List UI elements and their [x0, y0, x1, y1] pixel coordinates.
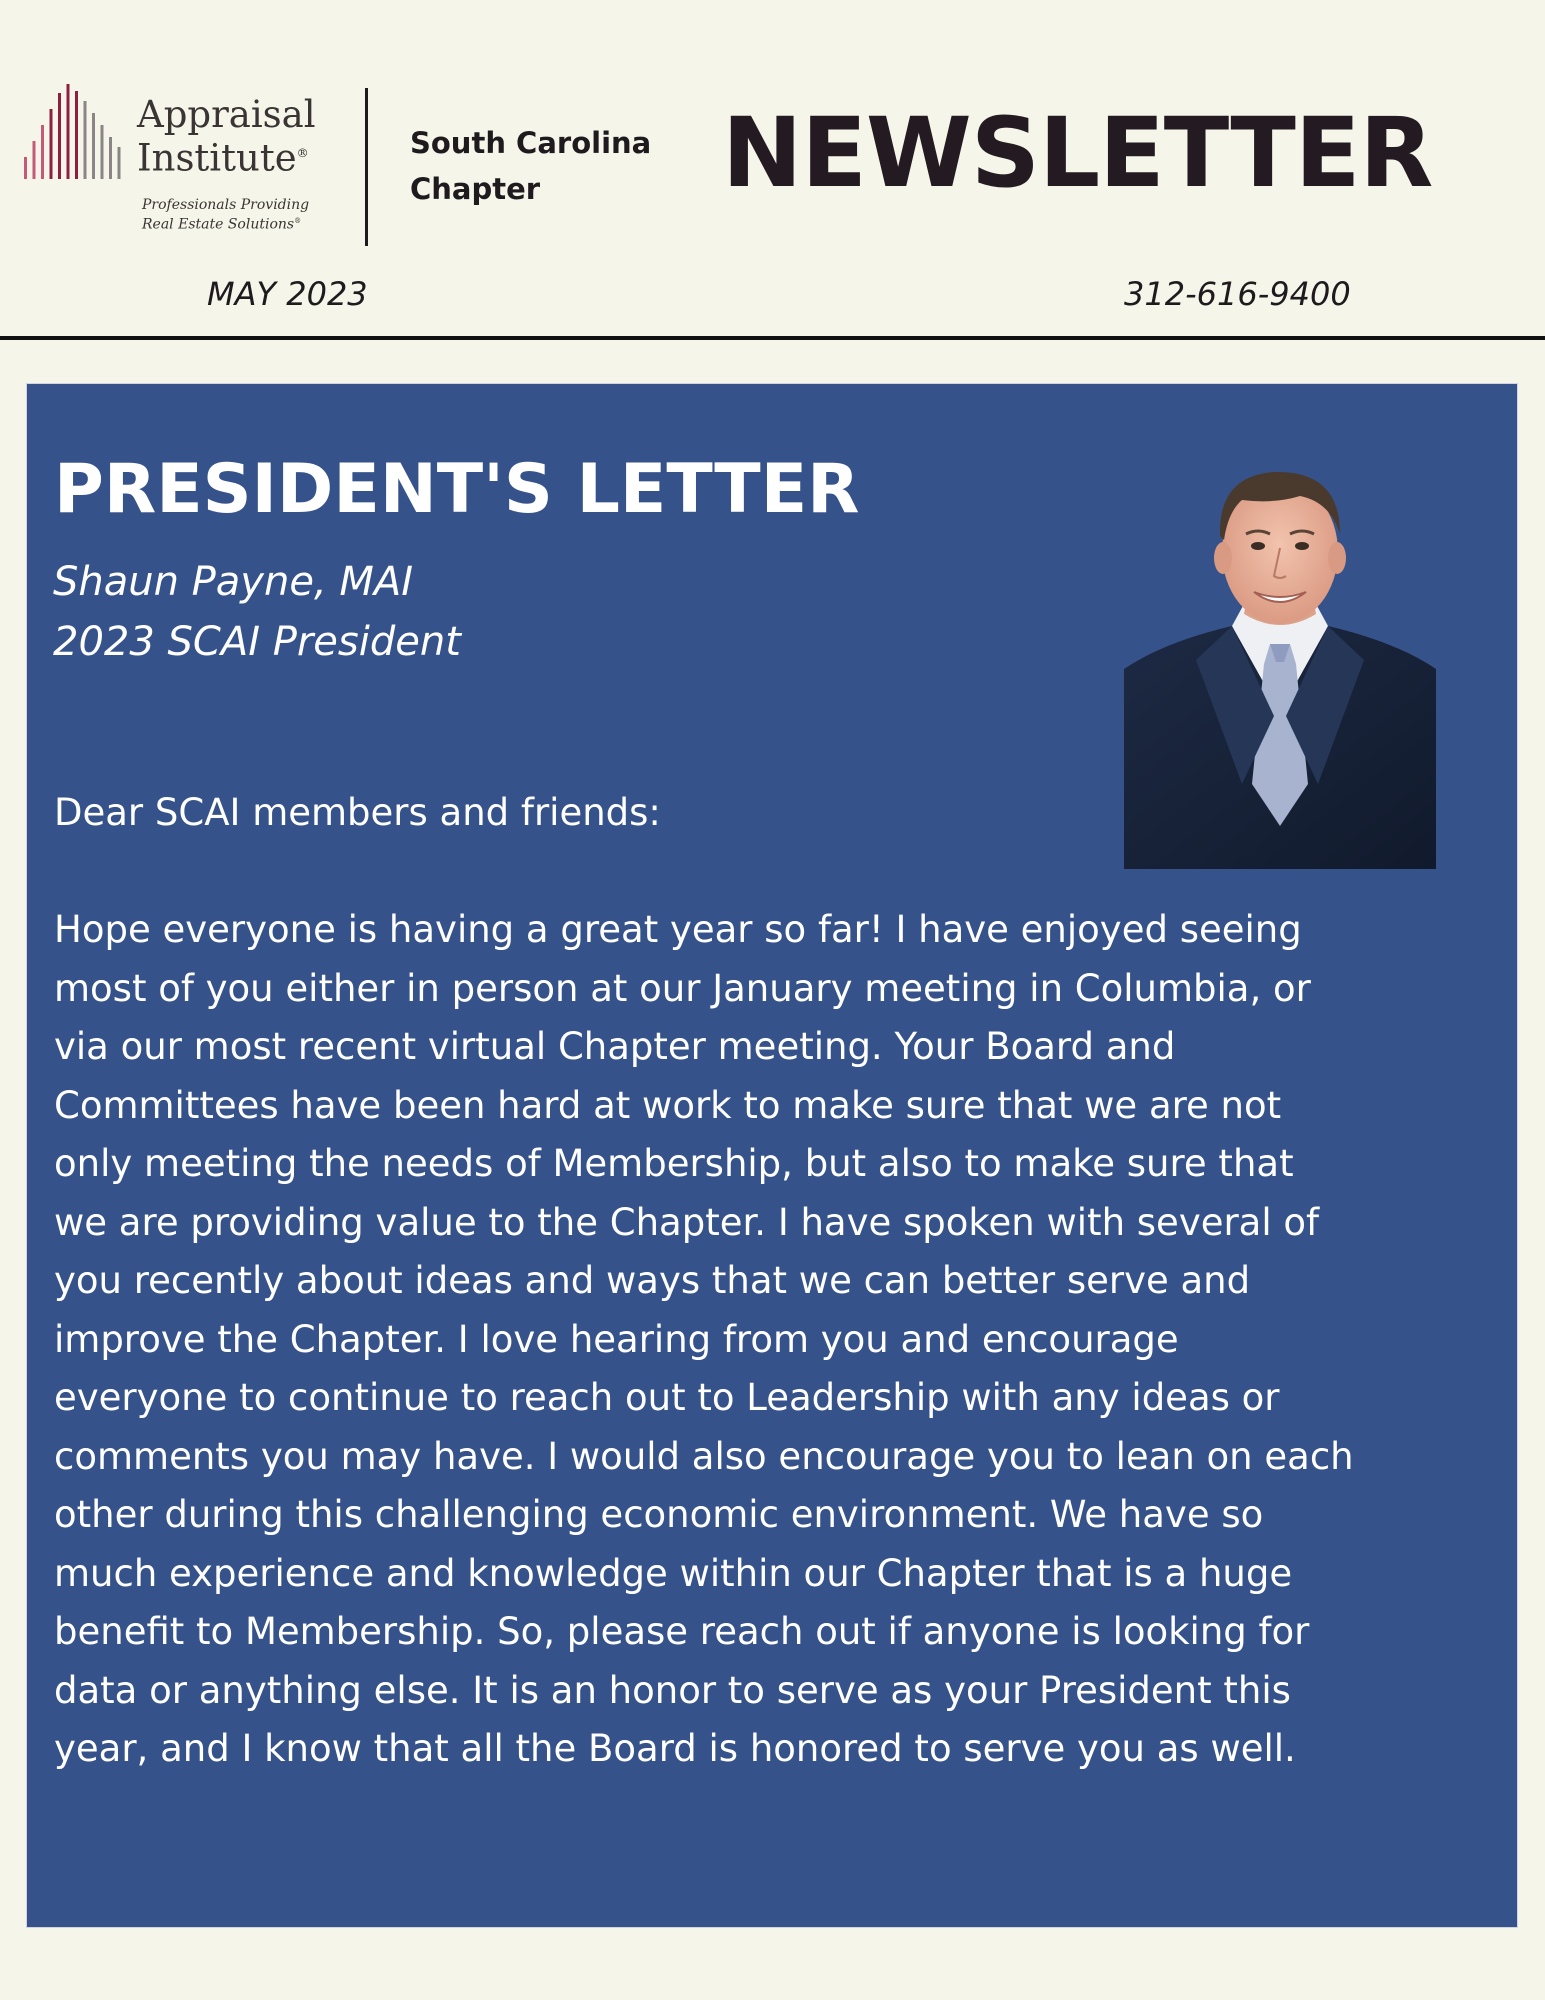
letter-body-line: improve the Chapter. I love hearing from you and encourage: [54, 1317, 1179, 1361]
letter-body-line: benefit to Membership. So, please reach out if anyone is looking for: [54, 1610, 1310, 1653]
logo-bar: [33, 141, 36, 179]
logo-bar: [84, 101, 87, 179]
header-divider: [365, 88, 368, 246]
chapter-name: [410, 120, 651, 212]
letter-body-line: data or anything else. It is an honor to serve as your President this: [54, 1668, 1291, 1712]
author-role: 2023 SCAI President: [53, 619, 461, 665]
issue-date: MAY 2023: [207, 275, 368, 313]
appraisal-institute-logo: [22, 84, 342, 244]
letter-body-line: Hope everyone is having a great year so far! I have enjoyed seeing: [54, 908, 1302, 951]
letter-body-line: Committees have been hard at work to make sure that we are not: [54, 1083, 1282, 1127]
logo-registered-mark: ®: [296, 146, 309, 160]
newsletter-masthead: NEWSLETTER: [722, 97, 1433, 209]
chapter-name-line1: South Carolina: [410, 126, 652, 160]
chapter-name-line2: Chapter: [410, 172, 541, 206]
logo-bars-icon: [22, 84, 126, 179]
letter-body-line: much experience and knowledge within our Chapter that is a huge: [54, 1551, 1293, 1595]
logo-bar: [92, 113, 95, 179]
letter-body-line: everyone to continue to reach out to Leadership with any ideas or: [54, 1376, 1280, 1419]
logo-bar: [41, 125, 44, 179]
logo-bar: [50, 109, 53, 179]
logo-bar: [109, 137, 112, 179]
logo-bar: [58, 93, 61, 179]
letter-body-line: we are providing value to the Chapter. I have spoken with several of: [54, 1200, 1320, 1244]
letter-body-line: most of you either in person at our January meeting in Columbia, or: [54, 966, 1311, 1010]
letter-salutation: Dear SCAI members and friends:: [54, 791, 661, 834]
header-rule: [0, 336, 1545, 340]
logo-tagline: [142, 197, 309, 233]
letter-body-line: you recently about ideas and ways that we can better serve and: [54, 1259, 1251, 1302]
presidents-letter-panel: [26, 383, 1518, 1928]
logo-name-line2: Institute: [137, 136, 297, 180]
letter-body-line: year, and I know that all the Board is honored to serve you as well.: [54, 1727, 1296, 1770]
letter-body-line: only meeting the needs of Membership, but also to make sure that: [54, 1142, 1294, 1185]
logo-tagline-line2: Real Estate Solutions: [142, 216, 295, 233]
letter-title: PRESIDENT'S LETTER: [54, 450, 860, 529]
logo-name: [137, 93, 316, 180]
letter-body-line: via our most recent virtual Chapter meeting. Your Board and: [54, 1025, 1176, 1068]
letter-content: [54, 784, 1492, 1779]
logo-bar: [75, 91, 78, 179]
newsletter-header: [0, 0, 1545, 340]
logo-bar: [24, 157, 27, 179]
logo-bar: [118, 147, 121, 179]
author-name: Shaun Payne, MAI: [53, 559, 414, 605]
letter-body: [54, 901, 1492, 1779]
logo-tagline-line1: Professionals Providing: [142, 197, 310, 213]
logo-bar: [101, 125, 104, 179]
letter-body-line: comments you may have. I would also encourage you to lean on each: [54, 1434, 1354, 1478]
letter-byline: [53, 552, 461, 672]
logo-name-line1: Appraisal: [137, 93, 316, 136]
phone-number: 312-616-9400: [1124, 275, 1351, 313]
logo-bar: [67, 84, 70, 179]
letter-body-line: other during this challenging economic environment. We have so: [54, 1493, 1264, 1536]
logo-tagline-registered-mark: ®: [294, 217, 302, 225]
